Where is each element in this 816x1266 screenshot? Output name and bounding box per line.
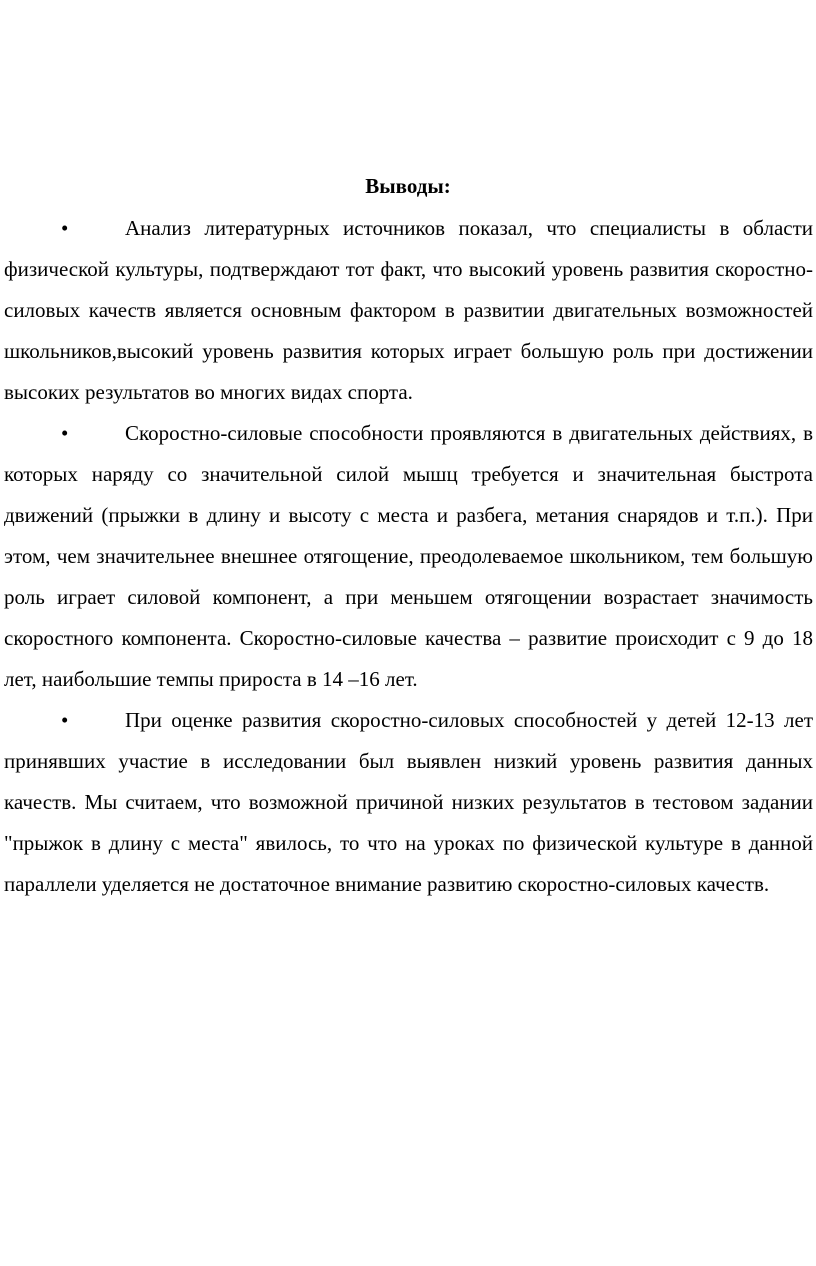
conclusion-text-1: Анализ литературных источников показал, что специалисты в области физической культуры, подтверждают тот факт, что высокий уровень развития скоростно-силовых качеств является основным фактором в развитии двигательных возможностей школьников,высокий уровень развития которых играет большую роль при достижении высоких результатов во многих видах спорта. xyxy=(4,216,813,404)
conclusion-item-2 xyxy=(4,413,813,700)
page-title: Выводы: xyxy=(365,174,451,198)
bullet-icon: • xyxy=(61,216,69,240)
conclusions-list xyxy=(4,208,813,905)
bullet-icon: • xyxy=(61,421,69,445)
conclusion-text-3: При оценке развития скоростно-силовых способностей у детей 12-13 лет принявших участие в исследовании был выявлен низкий уровень развития данных качеств. Мы считаем, что возможной причиной низких результатов в тестовом задании "прыжок в длину с места" явилось, то что на уроках по физической культуре в данной параллели уделяется не достаточное внимание развитию скоростно-силовых качеств. xyxy=(4,708,813,896)
conclusion-item-3 xyxy=(4,700,813,905)
conclusion-text-2: Скоростно-силовые способности проявляются в двигательных действиях, в которых наряду со значительной силой мышц требуется и значительная быстрота движений (прыжки в длину и высоту с места и разбега, метания снарядов и т.п.). При этом, чем значительнее внешнее отягощение, преодолеваемое школьником, тем большую роль играет силовой компонент, а при меньшем отягощении возрастает значимость скоростного компонента. Скоростно-силовые качества – развитие происходит с 9 до 18 лет, наибольшие темпы прироста в 14 –16 лет. xyxy=(4,421,813,691)
bullet-icon: • xyxy=(61,708,69,732)
conclusion-item-1 xyxy=(4,208,813,413)
